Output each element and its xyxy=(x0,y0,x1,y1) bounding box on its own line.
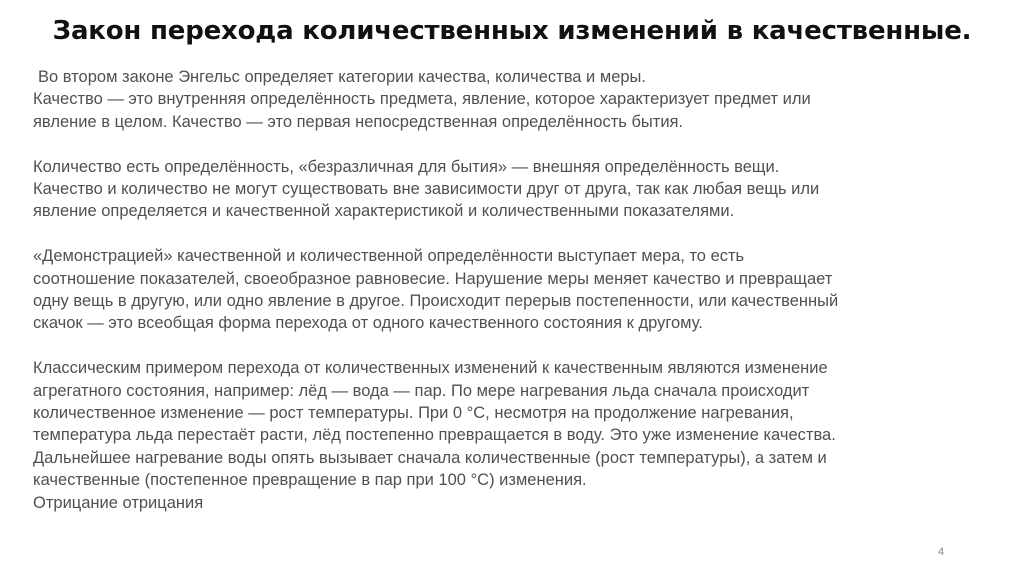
paragraph-quantity xyxy=(33,156,993,223)
text-line: «Демонстрацией» качественной и количественной определённости выступает мера, то есть xyxy=(33,247,745,266)
text-line: Дальнейшее нагревание воды опять вызывает сначала количественные (рост температуры), а затем и xyxy=(33,448,827,467)
text-line: Классическим примером перехода от количественных изменений к качественным являются изменение xyxy=(33,359,828,378)
paragraph-gap xyxy=(33,335,993,357)
text-line: Во втором законе Энгельс определяет категории качества, количества и меры. xyxy=(38,68,646,86)
text-line: явление в целом. Качество — это первая непосредственная определённость бытия. xyxy=(33,112,684,131)
paragraph-gap xyxy=(33,223,993,245)
text-line: соотношение показателей, своеобразное равновесие. Нарушение меры меняет качество и превращает xyxy=(33,269,833,288)
text-line: качественные (постепенное превращение в пар при 100 °С) изменения. xyxy=(33,471,587,490)
text-line: Качество — это внутренняя определённость предмета, явление, которое характеризует предмет или xyxy=(33,90,811,109)
text-line: одну вещь в другую, или одно явление в другое. Происходит перерыв постепенности, или качественный xyxy=(33,292,839,311)
slide-title: Закон перехода количественных изменений в качественные. xyxy=(52,16,972,46)
paragraph-example xyxy=(33,357,993,514)
paragraph-categories xyxy=(33,66,993,133)
paragraph-measure xyxy=(33,245,993,335)
slide-body xyxy=(33,66,993,514)
text-line: температура льда перестаёт расти, лёд постепенно превращается в воду. Это уже изменение качества. xyxy=(33,426,836,445)
text-line: скачок — это всеобщая форма перехода от одного качественного состояния к другому. xyxy=(33,314,703,333)
page-number: 4 xyxy=(938,546,945,558)
text-line: Отрицание отрицания xyxy=(33,493,204,512)
text-line: явление определяется и качественной характеристикой и количественными показателями. xyxy=(33,202,735,221)
text-line: Количество есть определённость, «безразличная для бытия» — внешняя определённость вещи. xyxy=(33,157,780,176)
paragraph-gap xyxy=(33,133,993,155)
text-line: Качество и количество не могут существовать вне зависимости друг от друга, так как любая вещь или xyxy=(33,180,820,199)
text-line: количественное изменение — рост температуры. При 0 °С, несмотря на продолжение нагревания, xyxy=(33,404,794,423)
text-line: агрегатного состояния, например: лёд — вода — пар. По мере нагревания льда сначала происходит xyxy=(33,381,810,400)
